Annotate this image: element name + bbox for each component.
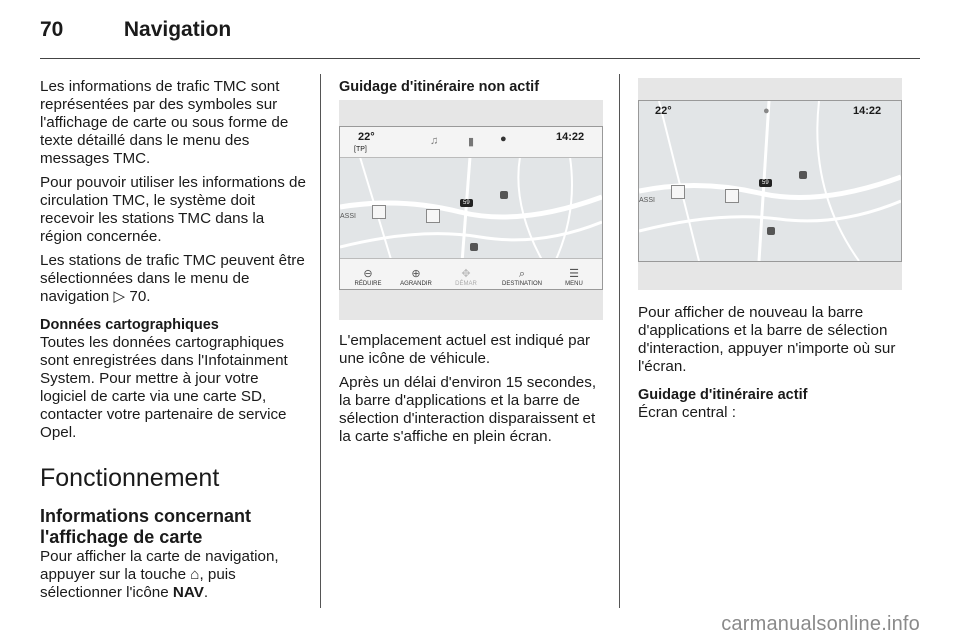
button-label: DÉMAR <box>455 281 477 287</box>
column-1 <box>40 78 308 608</box>
subheading: Guidage d'itinéraire non actif <box>339 79 540 95</box>
temperature: 22° <box>655 105 672 117</box>
column-2 <box>339 78 607 102</box>
page-header <box>40 18 231 42</box>
paragraph: Écran central : <box>638 404 736 421</box>
destination-button[interactable] <box>498 267 546 287</box>
paragraph-text: Les stations de trafic TMC peuvent être sélectionnées dans le menu de navigation <box>40 252 305 305</box>
minus-circle-icon: ⊖ <box>363 268 373 280</box>
phone-app-icon[interactable]: ▮ <box>468 136 475 148</box>
subheading: Guidage d'itinéraire actif <box>638 387 808 403</box>
interaction-bar <box>340 258 602 289</box>
paragraph: Pour pouvoir utiliser les informations de circulation TMC, le système doit recevoir les stations TMC dans la région concernée. <box>40 174 306 245</box>
paragraph: Après un délai d'environ 15 secondes, la barre d'applications et la barre de sélection d'interaction disparaissent et la carte s'affiche en plein écran. <box>339 374 597 445</box>
paragraph <box>40 252 308 306</box>
menu-icon: ☰ <box>569 268 579 280</box>
start-button[interactable] <box>442 267 490 287</box>
page-title: Navigation <box>123 18 232 41</box>
search-destination-icon: ⌕ <box>518 268 526 280</box>
temperature: 22° <box>358 131 375 143</box>
column-2-text <box>339 332 607 452</box>
paragraph-text: Pour afficher la carte de navigation, appuyer sur la touche <box>40 548 279 583</box>
vehicle-icon <box>470 243 478 251</box>
menu-button[interactable] <box>550 267 598 287</box>
traffic-icon <box>725 189 739 203</box>
navigation-screen <box>339 126 603 290</box>
tp-indicator: [TP] <box>354 146 367 153</box>
navigation-screen-image-1 <box>339 100 603 320</box>
traffic-icon <box>372 205 386 219</box>
button-label: DESTINATION <box>502 281 542 287</box>
traffic-icon <box>671 185 685 199</box>
navigation-screen-fullscreen[interactable] <box>638 100 902 262</box>
clock: 14:22 <box>853 105 882 117</box>
road-number-badge: 59 <box>759 179 772 187</box>
road-number-badge: 59 <box>460 199 473 207</box>
watermark: carmanualsonline.info <box>721 613 920 635</box>
crosshair-icon: ✥ <box>461 268 471 280</box>
page-ref-arrow-icon: ▷ <box>113 288 130 305</box>
traffic-icon <box>426 209 440 223</box>
button-label: RÉDUIRE <box>354 281 382 287</box>
zoom-out-button[interactable] <box>344 267 392 287</box>
audio-app-icon[interactable]: ♫ <box>430 135 439 147</box>
subsection-heading: Informations concernant l'affichage de carte <box>40 506 252 547</box>
punct: . <box>203 584 209 601</box>
page-ref-link[interactable]: 70. <box>129 288 151 305</box>
zoom-in-button[interactable] <box>392 267 440 287</box>
traffic-icon <box>500 191 508 199</box>
app-bar[interactable] <box>340 127 602 158</box>
nav-app-icon[interactable]: ● <box>500 133 507 145</box>
home-key-icon: ⌂ <box>190 566 200 583</box>
column-divider-2 <box>619 74 620 608</box>
navigation-screen-image-2 <box>638 78 902 290</box>
clock: 14:22 <box>556 131 585 143</box>
paragraph-text: , puis sélectionner l'icône <box>40 566 236 601</box>
header-rule <box>40 58 920 59</box>
button-label: AGRANDIR <box>400 281 432 287</box>
paragraph: Toutes les données cartographiques sont enregistrées dans l'Infotainment System. Pour mettre à jour votre logiciel de carte via une carte SD, contacter votre partenaire de service Opel. <box>40 334 288 441</box>
vehicle-icon <box>767 227 775 235</box>
page-number: 70 <box>40 18 64 41</box>
column-divider-1 <box>320 74 321 608</box>
paragraph <box>40 548 308 602</box>
map-place-label: ASSI <box>639 197 655 204</box>
traffic-icon <box>799 171 807 179</box>
section-heading: Fonctionnement <box>40 464 220 492</box>
button-label: MENU <box>565 281 583 287</box>
paragraph: L'emplacement actuel est indiqué par une icône de véhicule. <box>339 332 591 367</box>
nav-label: NAV <box>172 584 204 601</box>
subheading: Données cartographiques <box>40 317 219 333</box>
plus-circle-icon: ⊕ <box>411 268 421 280</box>
paragraph: Pour afficher de nouveau la barre d'applications et la barre de sélection d'interaction, appuyer n'importe où sur l'écran. <box>638 304 896 375</box>
paragraph: Les informations de trafic TMC sont représentées par des symboles sur l'affichage de carte ou sous forme de texte détaillé dans le menu des messages TMC. <box>40 78 289 167</box>
map-place-label: ASSI <box>340 213 356 220</box>
nav-app-icon: ● <box>763 105 770 117</box>
column-3-text <box>638 304 904 428</box>
